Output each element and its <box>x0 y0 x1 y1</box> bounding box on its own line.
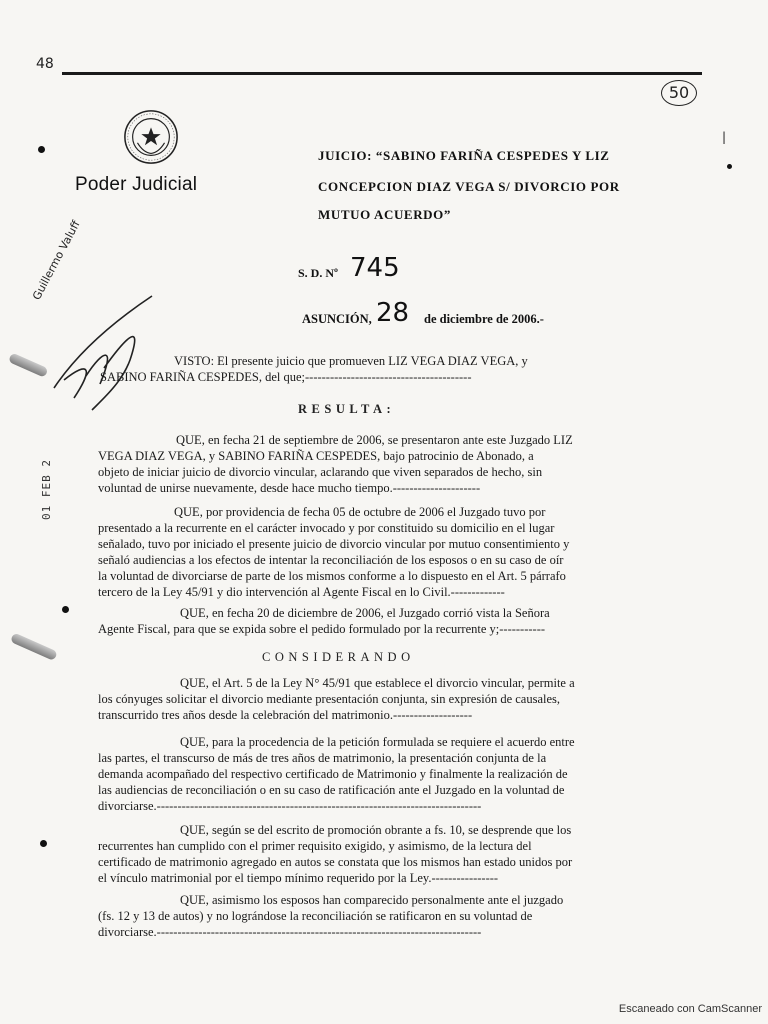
considerando-heading: CONSIDERANDO <box>262 650 415 664</box>
binder-hole <box>62 606 69 613</box>
scanner-watermark: Escaneado con CamScanner <box>618 1003 762 1015</box>
considerando-1-line: los cónyuges solicitar el divorcio mediante presentación conjunta, sin expresión de causales, <box>98 692 561 706</box>
binder-hole <box>38 146 45 153</box>
handwritten-signature <box>34 288 164 418</box>
date-stamp: 01 FEB 2 <box>40 459 53 520</box>
national-seal-icon <box>122 108 180 166</box>
considerando-3-line: QUE, según se del escrito de promoción obrante a fs. 10, se desprende que los <box>180 823 572 837</box>
sd-number-handwritten: 745 <box>350 253 400 283</box>
margin-mark: | <box>722 130 727 144</box>
considerando-4-line: (fs. 12 y 13 de autos) y no lográndose la reconciliación se ratificaron en su voluntad de <box>98 909 533 923</box>
case-title-line-3: MUTUO ACUERDO” <box>318 207 451 222</box>
sd-label: S. D. Nº <box>298 266 338 280</box>
date-rest: de diciembre de 2006.- <box>424 312 544 326</box>
city-label: ASUNCIÓN, <box>302 312 372 326</box>
resulta-2-line: tercero de la Ley 45/91 y dio intervención al Agente Fiscal en lo Civil.------------- <box>98 585 505 599</box>
visto-line: SABINO FARIÑA CESPEDES, del que;---------------------------------------- <box>100 370 472 384</box>
date-day-handwritten: 28 <box>376 298 410 328</box>
considerando-2-line: las partes, el transcurso de más de tres años de matrimonio, la presentación conjunta de la <box>98 751 547 765</box>
considerando-4-line: divorciarse.------------------------------------------------------------------------------ <box>98 925 482 939</box>
page-number-circle: 50 <box>661 80 697 106</box>
considerando-1-line: transcurrido tres años desde la celebración del matrimonio.------------------- <box>98 708 473 722</box>
case-title-line-1: JUICIO: “SABINO FARIÑA CESPEDES Y LIZ <box>318 148 610 163</box>
considerando-3-line: certificado de matrimonio agregado en autos se constata que los mismos han estado unidos por <box>98 855 573 869</box>
resulta-1-line: objeto de iniciar juicio de divorcio vincular, aclarando que viven separados de hecho, sin <box>98 465 543 479</box>
signature-name: Guillermo Valuff <box>30 218 83 303</box>
resulta-2-line: presentado a la recurrente en el carácter invocado y por constituido su domicilio en el lugar <box>98 521 555 535</box>
resulta-3-line: QUE, en fecha 20 de diciembre de 2006, el Juzgado corrió vista la Señora <box>180 606 550 620</box>
staple-pin-bottom <box>10 632 58 661</box>
case-title-line-2: CONCEPCION DIAZ VEGA S/ DIVORCIO POR <box>318 179 620 194</box>
considerando-2-line: las audiencias de reconciliación o en su caso de ratificación ante el Juzgado en la voluntad de <box>98 783 565 797</box>
resulta-1-line: VEGA DIAZ VEGA, y SABINO FARIÑA CESPEDES, bajo patrocinio de Abonado, a <box>98 449 534 463</box>
resulta-1-line: voluntad de unirse nuevamente, desde hace mucho tiempo.--------------------- <box>98 481 481 495</box>
considerando-4-line: QUE, asimismo los esposos han comparecido personalmente ante el juzgado <box>180 893 564 907</box>
considerando-3-line: el vínculo matrimonial por el tiempo mínimo requerido por la Ley.---------------- <box>98 871 499 885</box>
resulta-1-line: QUE, en fecha 21 de septiembre de 2006, se presentaron ante este Juzgado LIZ <box>176 433 573 447</box>
visto-line: VISTO: El presente juicio que promueven LIZ VEGA DIAZ VEGA, y <box>174 354 528 368</box>
considerando-2-line: divorciarse.------------------------------------------------------------------------------ <box>98 799 482 813</box>
resulta-2-line: QUE, por providencia de fecha 05 de octubre de 2006 el Juzgado tuvo por <box>174 505 546 519</box>
resulta-3-line: Agente Fiscal, para que se expida sobre el pedido formulado por la recurrente y;----------- <box>98 622 546 636</box>
institution-name: Poder Judicial <box>75 174 198 195</box>
considerando-2-line: QUE, para la procedencia de la petición formulada se requiere el acuerdo entre <box>180 735 575 749</box>
resulta-2-line: señaló audiencias a los efectos de intentar la reconciliación de los esposos o en su caso de oír <box>98 553 564 567</box>
resulta-heading: RESULTA: <box>298 402 396 416</box>
resulta-2-line: la voluntad de divorciarse de parte de los mismos conforme a lo dispuesto en el Art. 5 párrafo <box>98 569 566 583</box>
binder-hole <box>40 840 47 847</box>
considerando-1-line: QUE, el Art. 5 de la Ley N° 45/91 que establece el divorcio vincular, permite a <box>180 676 575 690</box>
resulta-2-line: señalado, tuvo por iniciado el presente juicio de divorcio vincular por mutuo consentimiento y <box>98 537 570 551</box>
considerando-3-line: recurrentes han cumplido con el primer requisito exigido, y asimismo, de la lectura del <box>98 839 532 853</box>
folio-number: 48 <box>36 56 54 72</box>
considerando-2-line: demanda acompañado del respectivo certificado de Matrimonio y finalmente la realización de <box>98 767 568 781</box>
top-rule <box>62 72 702 75</box>
binder-hole <box>727 164 732 169</box>
